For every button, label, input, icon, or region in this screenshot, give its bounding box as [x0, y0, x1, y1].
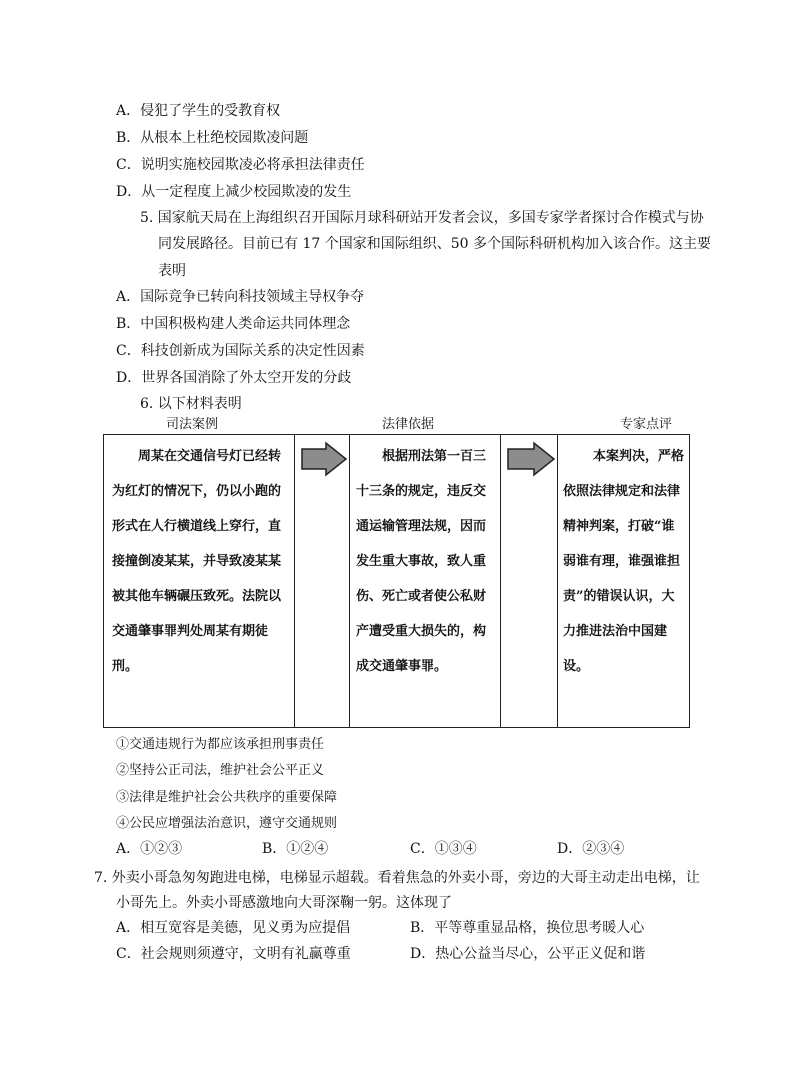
- case-cell-text: 周某在交通信号灯已经转为红灯的情况下，仍以小跑的形式在人行横道线上穿行，直接撞倒凌某某，并导致凌某某被其他车辆碾压致死。法院以交通肇事罪判处周某有期徒刑。: [112, 449, 282, 674]
- q5-option-a: A．国际竞争已转向科技领域主导权争夺: [116, 289, 365, 305]
- q6-statement-1: ①交通违规行为都应该承担刑事责任: [116, 737, 325, 752]
- q6-statement-4: ④公民应增强法治意识，遵守交通规则: [116, 816, 338, 831]
- q4-option-d: D．从一定程度上减少校园欺凌的发生: [116, 184, 352, 200]
- q6-option-c: C．①③④: [410, 841, 477, 857]
- table-divider: [500, 435, 501, 727]
- q6-option-a: A．①②③: [116, 841, 183, 857]
- q6-stem: 6. 以下材料表明: [140, 396, 242, 412]
- q5-option-b: B．中国积极构建人类命运共同体理念: [116, 316, 351, 332]
- q7-option-c: C．社会规则须遵守，文明有礼赢尊重: [116, 946, 351, 962]
- q7-option-a: A．相互宽容是美德，见义勇为应提倡: [116, 920, 351, 936]
- arrow-right-icon: [300, 441, 348, 477]
- header-comment: 专家点评: [620, 417, 673, 432]
- q6-statement-2: ②坚持公正司法，维护社会公平正义: [116, 763, 325, 778]
- q5-stem-line1: 5. 国家航天局在上海组织召开国际月球科研站开发者会议，多国专家学者探讨合作模式与协: [140, 210, 704, 226]
- comment-cell-text: 本案判决，严格依照法律规定和法律精神判案，打破“谁弱谁有理，谁强谁担责”的错误认识，大力推进法治中国建设。: [563, 449, 685, 674]
- table-divider: [349, 435, 350, 727]
- q4-option-c: C．说明实施校园欺凌必将承担法律责任: [116, 157, 365, 173]
- q7-option-b: B．平等尊重显品格，换位思考暖人心: [410, 920, 645, 936]
- q5-stem-line2: 同发展路径。目前已有 17 个国家和国际组织、50 多个国际科研机构加入该合作。这主要: [158, 236, 711, 252]
- law-cell-text: 根据刑法第一百三十三条的规定，违反交通运输管理法规，因而发生重大事故，致人重伤、死亡或者使公私财产遭受重大损失的，构成交通肇事罪。: [356, 449, 487, 674]
- arrow-right-icon: [506, 441, 556, 477]
- header-law: 法律依据: [382, 417, 435, 432]
- q4-option-a: A．侵犯了学生的受教育权: [116, 103, 281, 119]
- q7-stem-line2: 小哥先上。外卖小哥感激地向大哥深鞠一躬。这体现了: [116, 895, 452, 911]
- q6-option-b: B．①②④: [262, 841, 329, 857]
- q4-option-b: B．从根本上杜绝校园欺凌问题: [116, 130, 309, 146]
- q7-option-d: D．热心公益当尽心，公平正义促和谐: [410, 946, 646, 962]
- header-case: 司法案例: [166, 417, 219, 432]
- q5-stem-line3: 表明: [158, 263, 186, 279]
- q5-option-d: D．世界各国消除了外太空开发的分歧: [116, 370, 352, 386]
- q5-option-c: C．科技创新成为国际关系的决定性因素: [116, 343, 365, 359]
- q7-stem-line1: 7. 外卖小哥急匆匆跑进电梯，电梯显示超载。看着焦急的外卖小哥，旁边的大哥主动走出电梯，让: [94, 870, 700, 886]
- q6-option-d: D．②③④: [557, 841, 625, 857]
- table-divider: [557, 435, 558, 727]
- table-divider: [294, 435, 295, 727]
- q6-statement-3: ③法律是维护社会公共秩序的重要保障: [116, 790, 338, 805]
- case-flow-table: [103, 434, 690, 728]
